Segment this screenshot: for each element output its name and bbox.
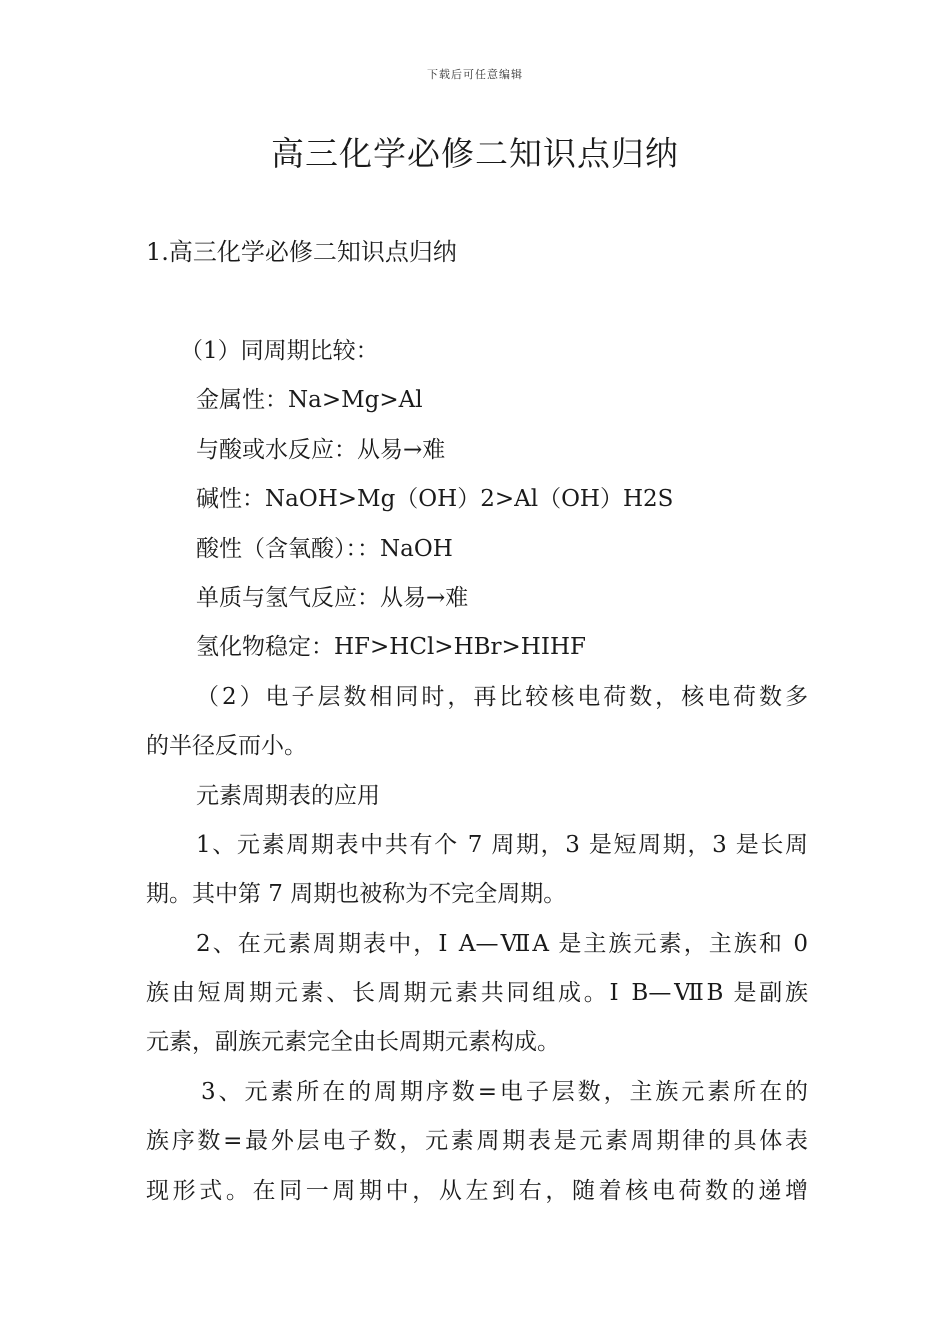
header-note: 下载后可任意编辑 [427, 68, 523, 81]
document-title: 高三化学必修二知识点归纳 [271, 134, 679, 173]
paragraph-line: 与酸或水反应：从易→难 [196, 436, 446, 463]
section-heading: 1.高三化学必修二知识点归纳 [146, 238, 457, 266]
paragraph-line: 3、元素所在的周期序数=电子层数，主族元素所在的 [201, 1078, 808, 1105]
paragraph-line: 2、在元素周期表中，Ⅰ A—ⅦA 是主族元素，主族和 0 [196, 930, 808, 957]
paragraph-line: （2）电子层数相同时，再比较核电荷数，核电荷数多 [196, 683, 808, 710]
paragraph-line: 碱性：NaOH>Mg（OH）2>Al（OH）H2S [196, 486, 674, 513]
body-text [146, 327, 808, 1216]
paragraph-line: （1）同周期比较： [180, 338, 379, 364]
paragraph-line: 1、元素周期表中共有个 7 周期，3 是短周期，3 是长周 [196, 831, 808, 858]
paragraph-line: 酸性（含氧酸）：：NaOH [196, 535, 453, 562]
paragraph-line: 元素周期表的应用 [196, 782, 380, 809]
paragraph-line: 现形式。在同一周期中，从左到右，随着核电荷数的递增 [146, 1177, 808, 1204]
paragraph-line: 期。其中第 7 周期也被称为不完全周期。 [146, 881, 567, 908]
paragraph-line: 氢化物稳定：HF>HCl>HBr>HIHF [196, 634, 586, 661]
paragraph-line: 元素，副族元素完全由长周期元素构成。 [146, 1029, 560, 1056]
paragraph-line: 族由短周期元素、长周期元素共同组成。Ⅰ B—ⅦB 是副族 [146, 980, 808, 1007]
paragraph-line: 金属性：Na>Mg>Al [196, 387, 423, 414]
paragraph-line: 单质与氢气反应：从易→难 [196, 584, 469, 611]
paragraph-line: 族序数=最外层电子数，元素周期表是元素周期律的具体表 [146, 1128, 808, 1155]
paragraph-line: 的半径反而小。 [146, 733, 307, 760]
